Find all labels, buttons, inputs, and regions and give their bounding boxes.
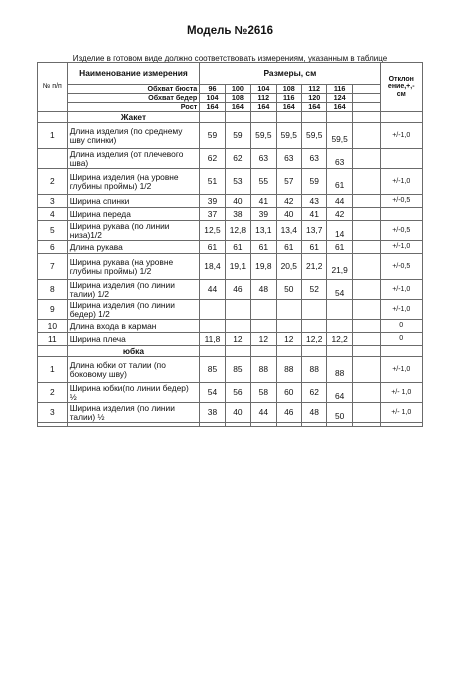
measurement-value: 61 (301, 241, 326, 254)
measurement-value (301, 300, 326, 320)
table-row (38, 221, 423, 241)
measurement-value: 61 (225, 241, 250, 254)
empty-cell (276, 346, 301, 357)
empty-cell (276, 112, 301, 123)
table-row (38, 169, 423, 195)
size-header-value: 120 (301, 94, 326, 103)
measurement-name: Ширина изделия (по линии бедер) 1/2 (67, 300, 200, 320)
empty-cell (301, 346, 326, 357)
empty-cell (352, 241, 380, 254)
measurement-value: 12 (251, 333, 276, 346)
empty-cell (225, 423, 250, 427)
table-row (38, 403, 423, 423)
table-row (38, 333, 423, 346)
measurement-value: 40 (276, 208, 301, 221)
measurement-name: Длина изделия (от плечевого шва) (67, 149, 200, 169)
empty-cell (38, 423, 68, 427)
row-number (38, 149, 68, 169)
measurement-value: 58 (251, 383, 276, 403)
measurement-value (327, 300, 352, 320)
table-row (38, 195, 423, 208)
measurement-value: 56 (225, 383, 250, 403)
measurement-value: 18,4 (200, 254, 225, 280)
size-header-value: 96 (200, 85, 225, 94)
empty-row (38, 423, 423, 427)
page-subtitle: Изделие в готовом виде должно соответствовать измерениям, указанным в таблице (72, 54, 388, 63)
empty-cell (327, 112, 352, 123)
tolerance-value: +/-0,5 (380, 254, 423, 280)
size-header-value: 104 (251, 85, 276, 94)
measurement-value (327, 221, 352, 241)
measurement-value (301, 320, 326, 333)
measurement-value: 61 (327, 241, 352, 254)
measurement-value: 61 (251, 241, 276, 254)
size-header-label: Обхват бюста (67, 85, 200, 94)
measurement-value: 54 (200, 383, 225, 403)
empty-cell (327, 423, 352, 427)
measurement-name: Длина входа в карман (67, 320, 200, 333)
measurement-value: 62 (200, 149, 225, 169)
measurement-value: 38 (225, 208, 250, 221)
size-header-value: 104 (200, 94, 225, 103)
measurement-value: 59,5 (276, 123, 301, 149)
tolerance-value: +/- 1,0 (380, 383, 423, 403)
empty-cell (352, 300, 380, 320)
size-header-value: 108 (225, 94, 250, 103)
header-row-1 (38, 63, 423, 74)
measurement-value (327, 123, 352, 149)
measurement-value (276, 320, 301, 333)
measurement-value: 63 (251, 149, 276, 169)
tolerance-value: +/-1,0 (380, 123, 423, 149)
empty-cell (352, 85, 380, 94)
measurement-value-text: 63 (334, 157, 345, 168)
empty-cell (38, 346, 68, 357)
measurement-value: 38 (200, 403, 225, 423)
measurement-value (251, 300, 276, 320)
row-number: 3 (38, 403, 68, 423)
measurement-value (200, 320, 225, 333)
empty-cell (200, 112, 225, 123)
measurement-value: 62 (301, 383, 326, 403)
measurement-value: 85 (225, 357, 250, 383)
measurement-name: Ширина юбки(по линии бедер) ½ (67, 383, 200, 403)
empty-cell (301, 112, 326, 123)
table-row (38, 254, 423, 280)
measurement-value: 59,5 (251, 123, 276, 149)
measurement-name: Ширина изделия (по линии талии) 1/2 (67, 280, 200, 300)
empty-cell (38, 112, 68, 123)
empty-cell (352, 320, 380, 333)
measurement-value: 63 (276, 149, 301, 169)
empty-cell (352, 423, 380, 427)
size-header-value: 164 (276, 103, 301, 112)
row-number: 5 (38, 221, 68, 241)
measurement-value: 88 (301, 357, 326, 383)
empty-cell (352, 280, 380, 300)
measurement-value-text: 14 (334, 229, 345, 240)
table-row (38, 280, 423, 300)
measurement-value: 46 (276, 403, 301, 423)
tolerance-value: +/-0,5 (380, 195, 423, 208)
measurement-name: Ширина рукава (по линии низа)1/2 (67, 221, 200, 241)
table-row (38, 320, 423, 333)
size-header-row (38, 94, 423, 103)
measurement-value: 19,1 (225, 254, 250, 280)
empty-cell (251, 346, 276, 357)
tolerance-value: 0 (380, 333, 423, 346)
measurement-value: 61 (276, 241, 301, 254)
measurement-value (251, 320, 276, 333)
measurement-value: 60 (276, 383, 301, 403)
measurement-value: 63 (301, 149, 326, 169)
measurement-value: 43 (301, 195, 326, 208)
measurement-value (327, 357, 352, 383)
measurement-value: 21,2 (301, 254, 326, 280)
measurement-value (327, 149, 352, 169)
measurement-value: 51 (200, 169, 225, 195)
measurement-value: 13,1 (251, 221, 276, 241)
measurement-value: 88 (251, 357, 276, 383)
measurement-value: 13,7 (301, 221, 326, 241)
section-row (38, 346, 423, 357)
measurement-value: 19,8 (251, 254, 276, 280)
measurement-value: 53 (225, 169, 250, 195)
measurement-name: Ширина спинки (67, 195, 200, 208)
measurement-value: 44 (251, 403, 276, 423)
empty-cell (380, 112, 423, 123)
empty-cell (352, 254, 380, 280)
size-header-value: 108 (276, 85, 301, 94)
empty-cell (380, 423, 423, 427)
size-header-value: 116 (327, 85, 352, 94)
empty-cell (352, 112, 380, 123)
measurement-value: 11,8 (200, 333, 225, 346)
row-number: 11 (38, 333, 68, 346)
row-number: 7 (38, 254, 68, 280)
num-header: № п/п (38, 63, 68, 112)
measurement-value: 39 (200, 195, 225, 208)
size-header-value: 164 (200, 103, 225, 112)
measurement-value-text: 61 (334, 180, 345, 191)
measurement-name: Ширина рукава (на уровне глубины проймы) 1/2 (67, 254, 200, 280)
measurement-value: 48 (251, 280, 276, 300)
measurement-value: 12,2 (327, 333, 352, 346)
measurement-value: 85 (200, 357, 225, 383)
measurement-value (225, 320, 250, 333)
measurement-value: 12,2 (301, 333, 326, 346)
empty-cell (200, 346, 225, 357)
size-header-label: Обхват бедер (67, 94, 200, 103)
measurement-value: 12,5 (200, 221, 225, 241)
measurement-value: 12,8 (225, 221, 250, 241)
measurement-value-text: 64 (334, 391, 345, 402)
measurement-name: Ширина изделия (на уровне глубины проймы) 1/2 (67, 169, 200, 195)
size-header-value: 164 (301, 103, 326, 112)
measurement-value-text: 54 (334, 288, 345, 299)
measurement-value: 12 (225, 333, 250, 346)
measurement-value: 59,5 (301, 123, 326, 149)
empty-cell (352, 221, 380, 241)
empty-cell (276, 423, 301, 427)
measurement-value (225, 300, 250, 320)
row-number: 10 (38, 320, 68, 333)
tolerance-value: +/-1,0 (380, 241, 423, 254)
empty-cell (352, 123, 380, 149)
measurement-value: 52 (301, 280, 326, 300)
row-number: 2 (38, 169, 68, 195)
measurement-value-text: 88 (334, 368, 345, 379)
row-number: 6 (38, 241, 68, 254)
measurement-value: 59 (301, 169, 326, 195)
tolerance-value: +/-1,0 (380, 280, 423, 300)
size-header-value: 112 (251, 94, 276, 103)
table-row (38, 123, 423, 149)
measurement-value: 48 (301, 403, 326, 423)
section-title: юбка (67, 346, 200, 357)
measurement-value: 40 (225, 403, 250, 423)
measurement-value (327, 383, 352, 403)
measurement-name: Ширина плеча (67, 333, 200, 346)
measurement-value: 55 (251, 169, 276, 195)
size-header-value: 164 (251, 103, 276, 112)
empty-cell (352, 94, 380, 103)
measurement-value (327, 169, 352, 195)
measurement-value: 88 (276, 357, 301, 383)
empty-cell (380, 346, 423, 357)
empty-cell (352, 333, 380, 346)
measurement-table (37, 62, 423, 427)
measurement-value: 42 (276, 195, 301, 208)
measurement-value: 37 (200, 208, 225, 221)
size-header-value: 164 (225, 103, 250, 112)
empty-cell (352, 208, 380, 221)
measurement-name: Длина рукава (67, 241, 200, 254)
size-header-value: 100 (225, 85, 250, 94)
empty-cell (251, 112, 276, 123)
tolerance-header: Отклон ение,+,- см (380, 63, 423, 112)
empty-cell (67, 423, 200, 427)
empty-cell (352, 346, 380, 357)
empty-cell (352, 195, 380, 208)
empty-cell (352, 403, 380, 423)
row-number: 2 (38, 383, 68, 403)
table-row (38, 241, 423, 254)
measurement-value: 41 (301, 208, 326, 221)
tolerance-value: +/-0,5 (380, 221, 423, 241)
empty-cell (327, 346, 352, 357)
measurement-value: 57 (276, 169, 301, 195)
empty-cell (225, 112, 250, 123)
measurement-value: 44 (327, 195, 352, 208)
tolerance-value: +/-1,0 (380, 357, 423, 383)
row-number: 1 (38, 123, 68, 149)
tolerance-value (380, 149, 423, 169)
table-row (38, 357, 423, 383)
measurement-value: 39 (251, 208, 276, 221)
tolerance-value: +/-1,0 (380, 169, 423, 195)
measurement-value: 46 (225, 280, 250, 300)
measurement-value: 62 (225, 149, 250, 169)
empty-cell (352, 357, 380, 383)
tolerance-value: +/- 1,0 (380, 403, 423, 423)
measurement-value-text: 21,9 (331, 265, 348, 276)
measurement-value-text: 50 (334, 411, 345, 422)
size-header-row (38, 103, 423, 112)
table-row (38, 383, 423, 403)
measurement-value: 61 (200, 241, 225, 254)
size-header-value: 164 (327, 103, 352, 112)
row-number: 4 (38, 208, 68, 221)
empty-cell (200, 423, 225, 427)
section-title: Жакет (67, 112, 200, 123)
empty-cell (225, 346, 250, 357)
row-number: 3 (38, 195, 68, 208)
measurement-value (327, 254, 352, 280)
empty-cell (251, 423, 276, 427)
tolerance-value: 0 (380, 320, 423, 333)
measurement-name: Длина юбки от талии (по боковому шву) (67, 357, 200, 383)
measurement-name: Ширина переда (67, 208, 200, 221)
measurement-value (200, 300, 225, 320)
measurement-name: Длина изделия (по среднему шву спинки) (67, 123, 200, 149)
measurement-value: 44 (200, 280, 225, 300)
measurement-value (327, 320, 352, 333)
measurement-value: 40 (225, 195, 250, 208)
row-number: 1 (38, 357, 68, 383)
table-row (38, 208, 423, 221)
row-number: 9 (38, 300, 68, 320)
measurement-value: 42 (327, 208, 352, 221)
size-header-row (38, 85, 423, 94)
measurement-value (327, 280, 352, 300)
measurement-value: 13,4 (276, 221, 301, 241)
table-row (38, 300, 423, 320)
measurement-value (276, 300, 301, 320)
empty-cell (352, 149, 380, 169)
size-header-value: 124 (327, 94, 352, 103)
tolerance-value (380, 208, 423, 221)
size-header-label: Рост (67, 103, 200, 112)
page-title: Модель №2616 (186, 25, 274, 37)
measurement-name: Ширина изделия (по линии талии) ½ (67, 403, 200, 423)
empty-cell (301, 423, 326, 427)
measurement-value: 50 (276, 280, 301, 300)
row-number: 8 (38, 280, 68, 300)
empty-cell (352, 383, 380, 403)
measurement-value-text: 59,5 (331, 134, 348, 145)
measurement-value: 59 (200, 123, 225, 149)
measurement-value: 12 (276, 333, 301, 346)
measurement-value: 59 (225, 123, 250, 149)
measurement-value (327, 403, 352, 423)
size-header-value: 112 (301, 85, 326, 94)
tolerance-value: +/-1,0 (380, 300, 423, 320)
table-row (38, 149, 423, 169)
empty-cell (352, 169, 380, 195)
size-header-value: 116 (276, 94, 301, 103)
measurement-value: 41 (251, 195, 276, 208)
name-header: Наименование измерения (67, 63, 200, 85)
section-row (38, 112, 423, 123)
empty-cell (352, 103, 380, 112)
measurement-value: 20,5 (276, 254, 301, 280)
sizes-header: Размеры, см (200, 63, 380, 85)
